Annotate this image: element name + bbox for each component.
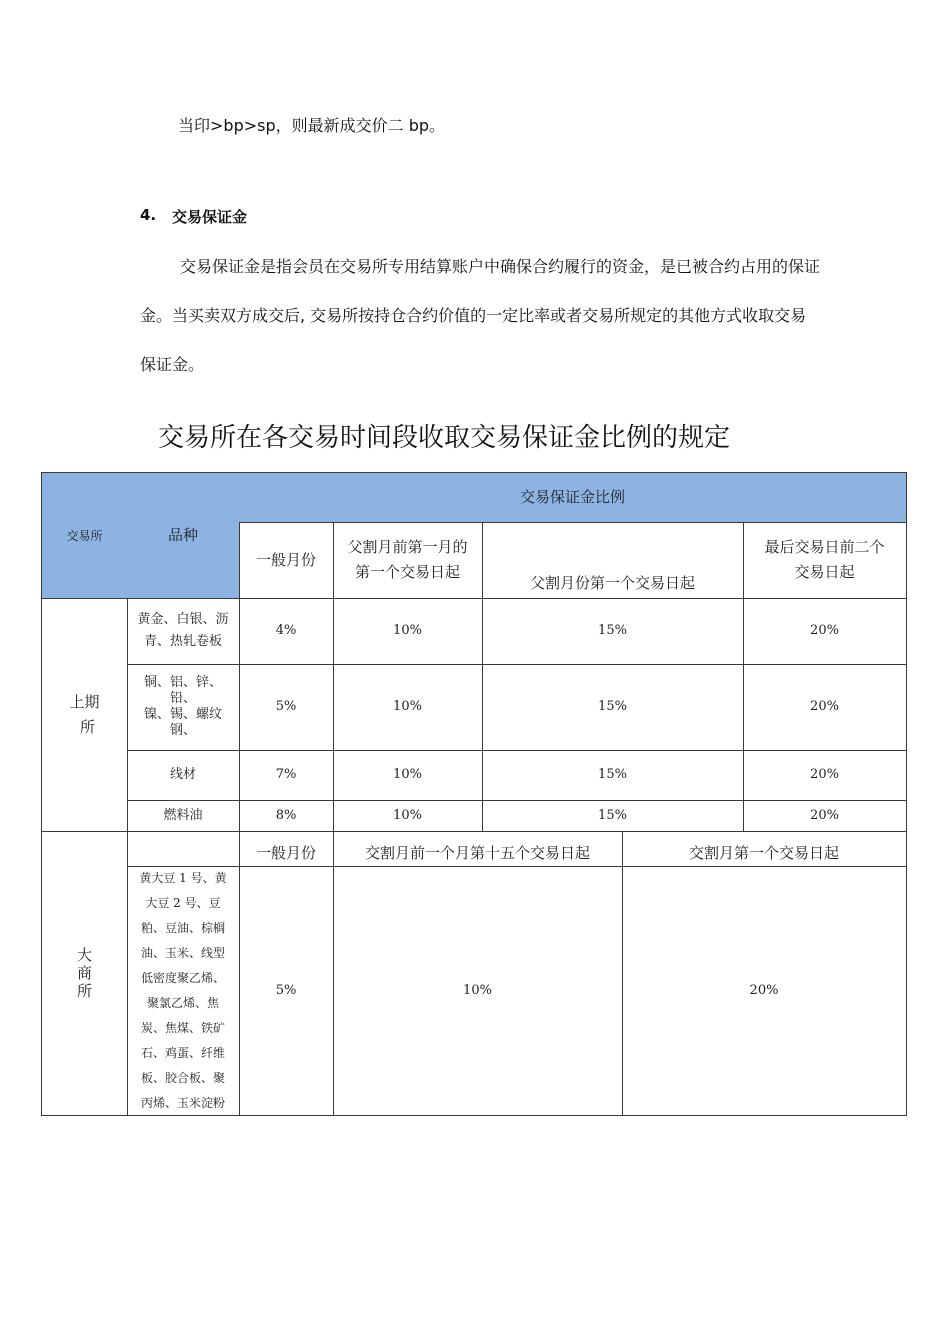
cell-before-delivery: 10% — [333, 800, 483, 832]
dce-subheader-empty — [127, 831, 240, 867]
cell-general: 7% — [239, 750, 334, 801]
dce-subheader-15th: 交割月前一个月第十五个交易日起 — [333, 831, 623, 867]
margin-definition-line-3: 保证金。 — [140, 355, 205, 374]
cell-last-trading: 20% — [743, 664, 907, 751]
variety-line: 铜、铝、锌、 — [143, 675, 222, 690]
cell-delivery-month: 15% — [482, 800, 744, 832]
variety-line: 黄大豆 1 号、黄 — [139, 870, 227, 885]
subheader-before-line2: 第一个交易日起 — [354, 563, 460, 581]
table-row-variety — [127, 664, 240, 751]
table-row-variety — [127, 598, 240, 665]
cell-last-trading: 20% — [743, 598, 907, 665]
subheader-general-label: 一般月份 — [255, 550, 316, 569]
dce-label-line3: 所 — [76, 982, 92, 1000]
variety-line: 油、玉米、线型 — [140, 945, 225, 960]
variety-line: 黄金、白银、沥 — [137, 612, 229, 627]
variety-line: 聚氯乙烯、焦 — [146, 995, 219, 1010]
dce-label-line1: 大 — [76, 946, 92, 964]
section-number: 4. — [140, 206, 157, 224]
header-variety — [127, 472, 240, 599]
dce-cell-delivery: 20% — [622, 866, 907, 1116]
subheader-delivery-month — [482, 522, 744, 599]
cell-before-delivery: 10% — [333, 598, 483, 665]
variety-line: 石、鸡蛋、纤维 — [140, 1045, 225, 1060]
dce-variety-list — [127, 866, 240, 1116]
margin-definition-line-1: 交易保证金是指会员在交易所专用结算账户中确保合约履行的资金，是已被合约占用的保证 — [180, 257, 821, 276]
dce-cell-15th: 10% — [333, 866, 623, 1116]
table-title: 交易所在各交易时间段收取交易保证金比例的规定 — [158, 423, 731, 453]
cell-before-delivery: 10% — [333, 664, 483, 751]
table-row-variety: 线材 — [127, 750, 240, 801]
variety-line: 炭、焦煤、铁矿 — [140, 1020, 225, 1035]
variety-line: 青、热轧卷板 — [143, 634, 222, 649]
cell-last-trading: 20% — [743, 750, 907, 801]
header-exchange — [41, 472, 128, 599]
subheader-general-month — [239, 522, 334, 599]
price-rule-paragraph: 当印>bp>sp，则最新成交价二 bp。 — [178, 116, 446, 135]
variety-line: 大豆 2 号、豆 — [145, 895, 221, 910]
section-title: 交易保证金 — [172, 208, 248, 226]
header-variety-label: 品种 — [167, 526, 198, 544]
exchange-shfe — [41, 598, 128, 832]
variety-line: 粕、豆油、棕榈 — [140, 920, 225, 935]
variety-line: 丙烯、玉米淀粉 — [140, 1095, 225, 1110]
variety-line: 镍、锡、螺纹 — [143, 707, 222, 722]
subheader-delivery-label: 父割月份第一个交易日起 — [529, 574, 695, 592]
cell-last-trading: 20% — [743, 800, 907, 832]
header-margin-ratio — [239, 472, 907, 523]
dce-subheader-general: 一般月份 — [239, 831, 334, 867]
margin-ratio-table — [41, 472, 907, 1116]
subheader-before-delivery — [333, 522, 483, 599]
variety-line: 钢、 — [169, 723, 196, 738]
table-row-variety: 燃料油 — [127, 800, 240, 832]
cell-general: 8% — [239, 800, 334, 832]
subheader-before-line1: 父割月前第一月的 — [347, 538, 468, 556]
subheader-last-trading — [743, 522, 907, 599]
shfe-label-line2: 所 — [79, 717, 95, 736]
cell-general: 4% — [239, 598, 334, 665]
header-margin-ratio-label: 交易保证金比例 — [519, 488, 625, 506]
variety-line: 板、胶合板、聚 — [140, 1070, 225, 1085]
dce-cell-general: 5% — [239, 866, 334, 1116]
exchange-dce — [41, 831, 128, 1116]
variety-line: 铅、 — [169, 691, 196, 706]
dce-subheader-delivery: 交割月第一个交易日起 — [622, 831, 907, 867]
margin-definition-line-2: 金。当买卖双方成交后, 交易所按持仓合约价值的一定比率或者交易所规定的其他方式收取交易 — [140, 306, 807, 325]
cell-delivery-month: 15% — [482, 750, 744, 801]
subheader-last-line2: 交易日起 — [794, 563, 855, 581]
subheader-last-line1: 最后交易日前二个 — [764, 538, 885, 556]
cell-before-delivery: 10% — [333, 750, 483, 801]
dce-label-line2: 商 — [76, 964, 92, 982]
cell-delivery-month: 15% — [482, 664, 744, 751]
header-exchange-label: 交易所 — [66, 528, 103, 543]
shfe-label-line1: 上期 — [69, 692, 100, 711]
variety-line: 低密度聚乙烯、 — [140, 970, 225, 985]
cell-delivery-month: 15% — [482, 598, 744, 665]
cell-general: 5% — [239, 664, 334, 751]
